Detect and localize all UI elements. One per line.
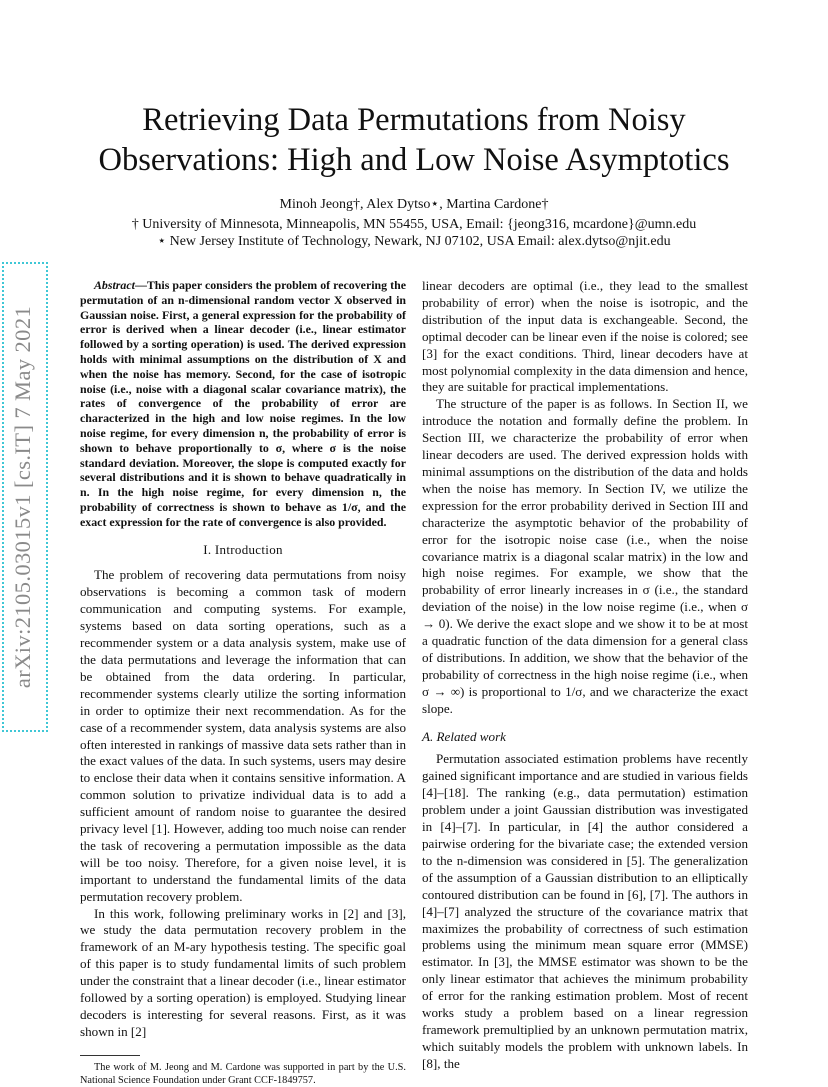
author-list: Minoh Jeong†, Alex Dytso⋆, Martina Cardone† <box>279 197 549 212</box>
intro-paragraph-4: The structure of the paper is as follows. In Section II, we introduce the notation and formally define the problem. In Section III, we characterize the probability of error when linear decoders are used. The derived expression holds with minimal assumptions on the distribution of the data and holds when the noise has memory. In Section IV, we utilize the expression for the error probability derived in Section III and characterize the asymptotic behavior of the probability of error for the isotropic noise case (i.e., when the noise covariance matrix is a diagonal scalar matrix) in the low and high noise regimes. For example, we show that the probability of error linearly increases in σ (i.e., the standard deviation of the noise) in the low noise regime (i.e., when σ → 0). We derive the exact slope and we show it to be at most a quadratic function of the data dimension for a general class of distributions. In addition, we show that the behavior of the probability of correctness in the high noise regime (i.e., when σ → ∞) is proportional to 1/σ, and we characterize the exact slope. <box>422 396 748 716</box>
subsection-heading-related-work: A. Related work <box>422 728 506 744</box>
intro-paragraph-1: The problem of recovering data permutations from noisy observations is becoming a common task of modern communication and computing systems. For example, systems based on data sorting operations, such as a recommender system or a data analysis system, make use of the data permutations and leverage the information that can be obtained from the data ordering. In particular, recommender systems clearly utilize the sorting information in order to optimize their next recommendation. As for the case of a recommender system, data analysis systems are also often interested in rankings of massive data sets rather than in the exact values of the data. In such systems, users may desire to enclose their data when it contains sensitive information. A common solution to privatize individual data is to add a sufficient amount of random noise to guarantee the desired privacy level [1]. However, adding too much noise can render the task of recovering a permutation impossible as the data will be too noisy. Therefore, for a given noise level, it is important to understand the fundamental limits of the data permutation recovery problem. <box>80 567 406 904</box>
abstract-text: —This paper considers the problem of recovering the permutation of an n-dimensional random vector X observed in Gaussian noise. First, a general expression for the probability of error is derived when a linear decoder (i.e., linear estimator followed by a sorting operation) is used. The derived expression holds with minimal assumptions on the distribution of X and when the noise has memory. Second, for the case of isotropic noise (i.e., noise with a diagonal scalar covariance matrix), the rates of convergence of the probability of error are characterized in the high and low noise regimes. In the low noise regime, for every dimension n, the probability of error is shown to behave proportionally to σ, where σ is the noise standard deviation. Moreover, the slope is computed exactly for several distributions and it is shown to behave quadratically in n. In the high noise regime, for every dimension n, the probability of correctness is shown to behave as 1/σ, and the exact expression for the rate of convergence is also provided. <box>80 278 406 529</box>
affiliation-umn: † University of Minnesota, Minneapolis, MN 55455, USA, Email: {jeong316, mcardone}@umn.edu <box>131 217 697 232</box>
abstract-label: Abstract <box>94 278 135 292</box>
title-line-2: Observations: High and Low Noise Asymptotics <box>98 142 730 178</box>
intro-paragraph-2: In this work, following preliminary works in [2] and [3], we study the data permutation recovery problem in the framework of an M-ary hypothesis testing. The specific goal of this paper is to study fundamental limits of such problem under the constraint that a linear decoder (i.e., linear estimator followed by a sorting operation) is employed. Studying linear decoders is interesting for several reasons. First, as it was shown in [2] <box>80 905 406 1039</box>
section-heading-introduction: I. Introduction <box>203 541 283 557</box>
intro-paragraph-3: linear decoders are optimal (i.e., they lead to the smallest probability of error) when the noise is isotropic, and the distribution of the input data is exchangeable. Second, the optimal decoder can be linear even if the noise is colored; see [3] for the exact conditions. Third, linear decoders have at most polynomial complexity in the data dimension and hence, they are suitable for practical implementations. <box>422 278 748 395</box>
right-column <box>422 278 748 1073</box>
funding-footnote: The work of M. Jeong and M. Cardone was supported in part by the U.S. National Science Foundation under Grant CCF-1849757. <box>80 1061 406 1086</box>
affiliation-njit: ⋆ New Jersey Institute of Technology, Newark, NJ 07102, USA Email: alex.dytso@njit.edu <box>157 234 671 249</box>
title-line-1: Retrieving Data Permutations from Noisy <box>142 102 686 138</box>
arxiv-identifier: arXiv:2105.03015v1 [cs.IT] 7 May 2021 <box>10 305 35 689</box>
related-work-paragraph: Permutation associated estimation problems have recently gained significant importance and are studied in various fields [4]–[18]. The ranking (e.g., data permutation) estimation problem under a joint Gaussian distribution was investigated in [4]–[7]. In particular, in [4] the author considered a pairwise ordering for the bivariate case; the extended version to the n-dimension was considered in [5]. The generalization of the assumption of a Gaussian distribution to an elliptically contoured distribution can be found in [6], [7]. The authors in [4]–[7] analyzed the structure of the covariance matrix that maximizes the probability of correctness of such estimation problems using the minimum mean square error (MMSE) estimator. In [3], the MMSE estimator was shown to be the only linear estimator that achieves the minimum probability of error for the ranking estimation problem. Most of recent works study a problem based on a linear regression framework premultiplied by an unknown permutation matrix, which suitably models the problem with unknown labels. In [8], the <box>422 751 748 1071</box>
abstract <box>80 278 406 530</box>
footnote-rule <box>80 1055 140 1056</box>
paper-title <box>60 100 768 180</box>
left-column <box>80 278 406 1087</box>
